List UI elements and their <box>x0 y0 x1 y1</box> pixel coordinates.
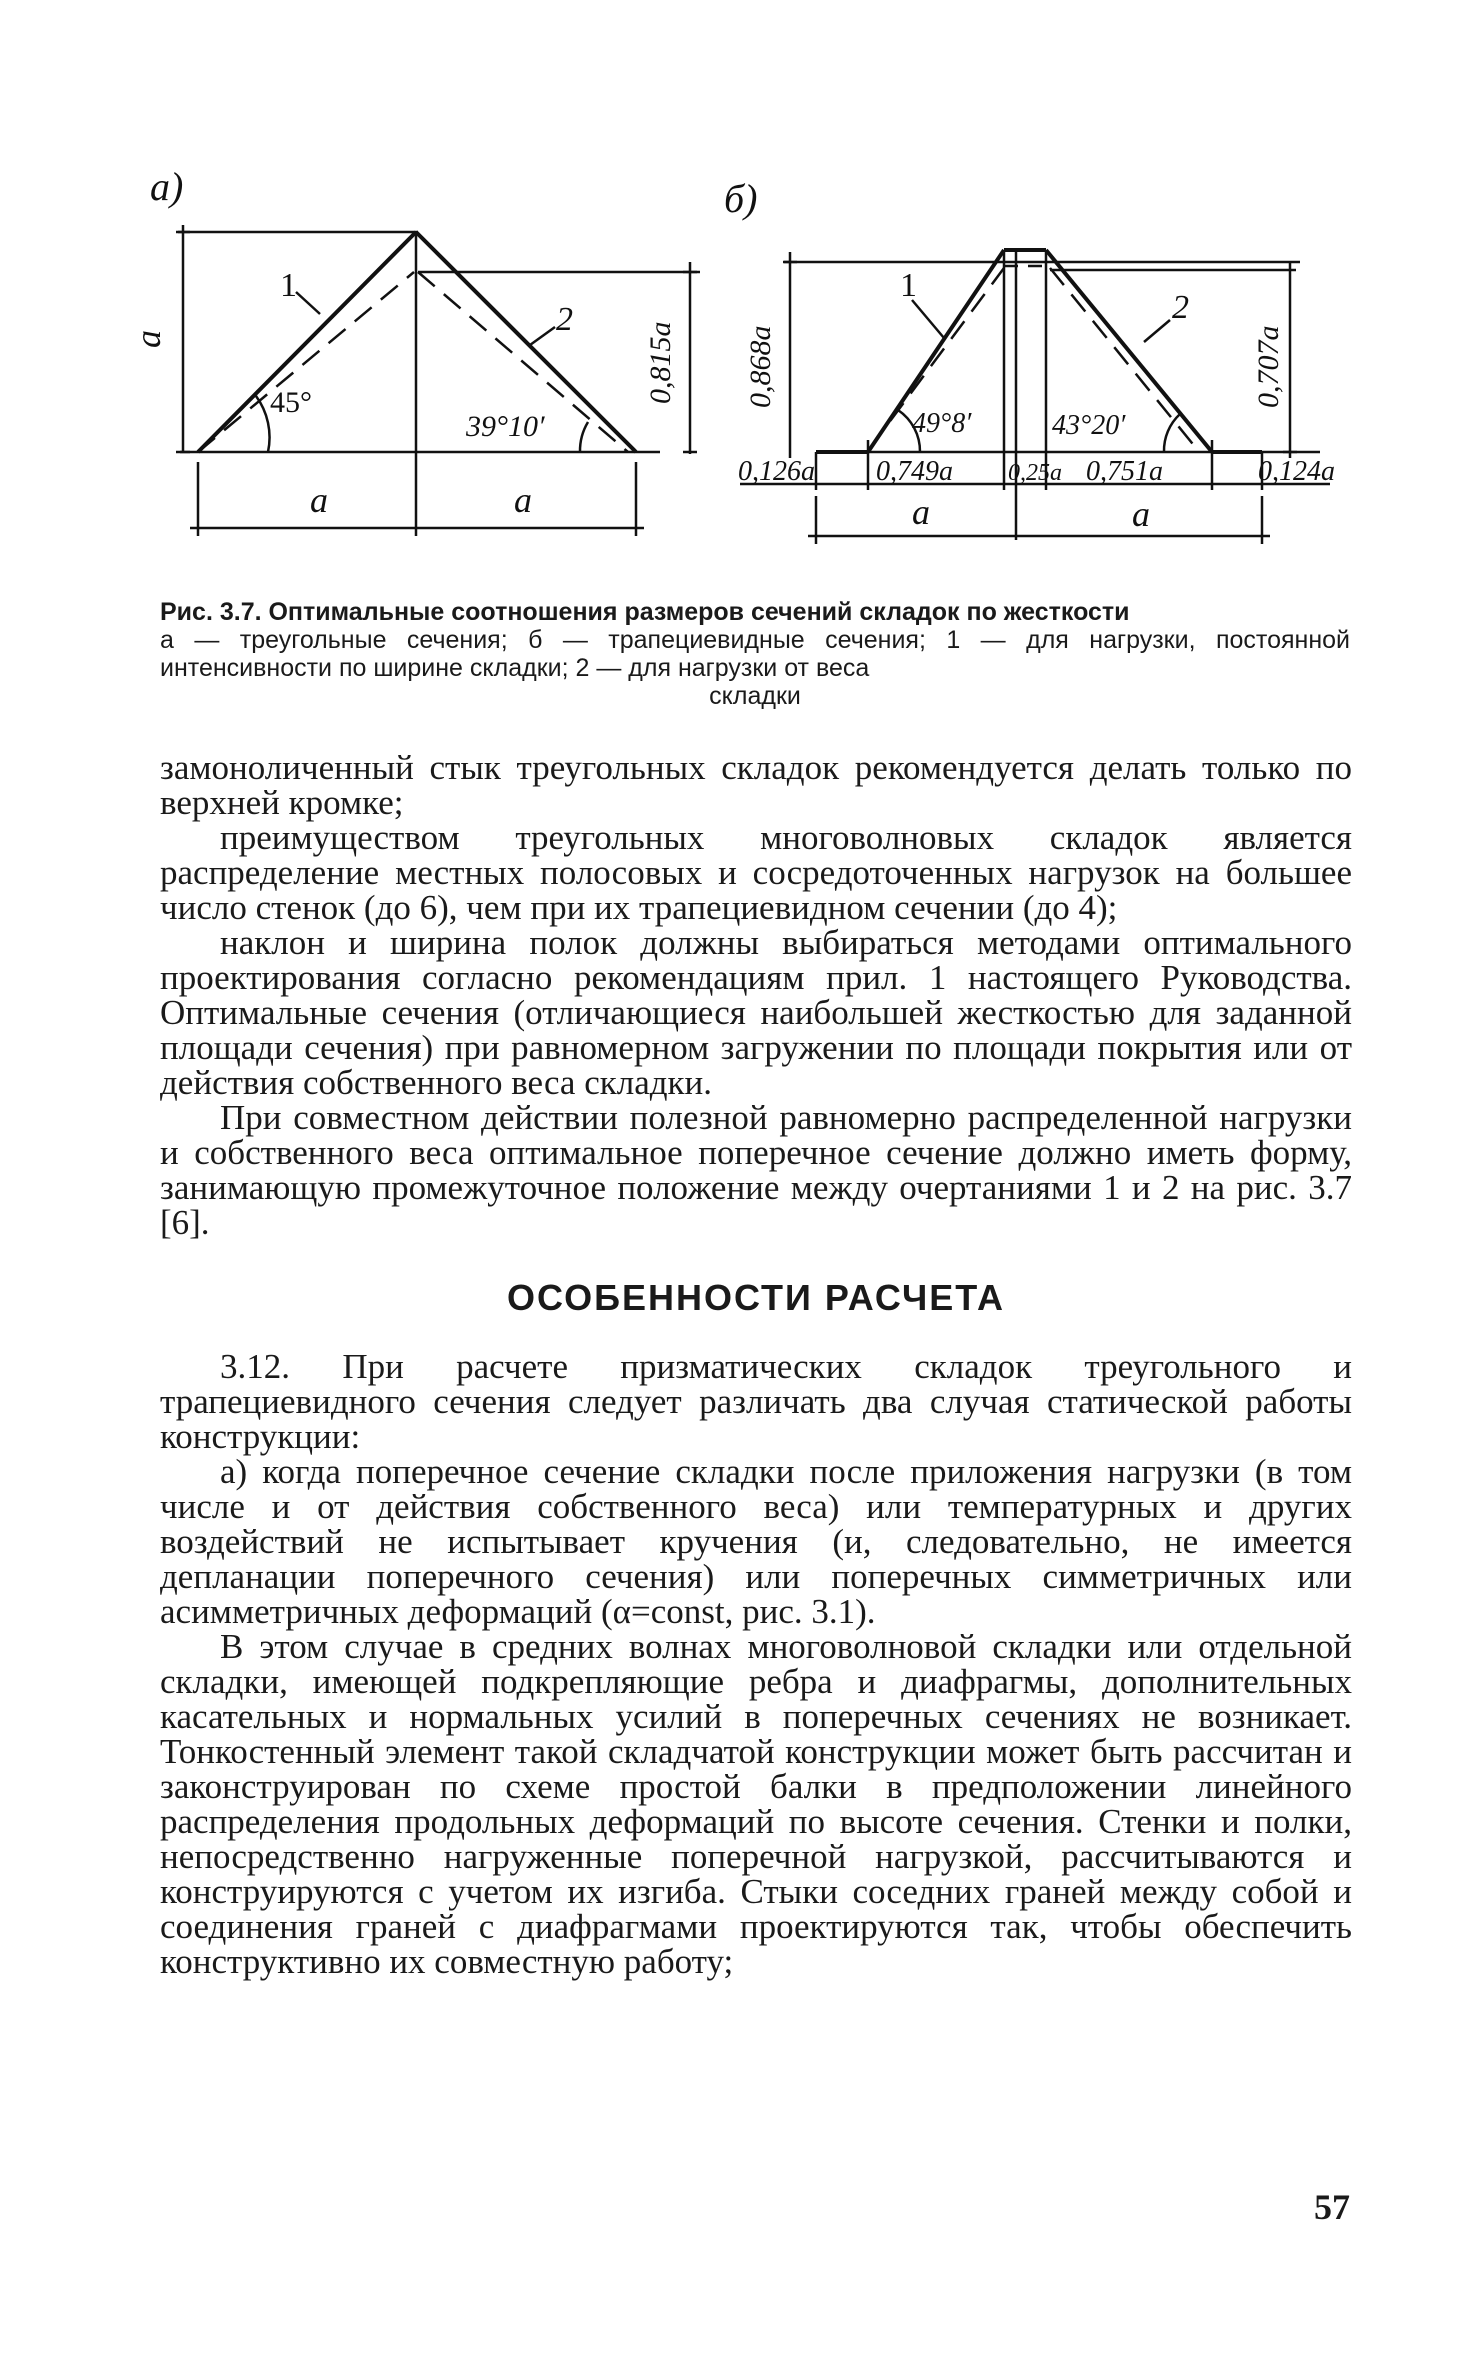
panel-b-curve1-label: 1 <box>900 267 917 304</box>
panel-a-width-left: а <box>310 480 328 520</box>
caption-body: а — треугольные сечения; б — трапециевидные сечения; 1 — для нагрузки, постоянной интенсивности по ширине складки; 2 — для нагрузки от веса <box>160 626 1350 682</box>
figure-caption <box>160 598 1350 710</box>
caption-tail: складки <box>709 682 801 710</box>
panel-b-curve2-label: 2 <box>1172 289 1189 326</box>
panel-b-dim-0124: 0,124а <box>1258 456 1335 487</box>
panel-a-angle1-label: 45° <box>270 386 312 419</box>
panel-b-dim-0751: 0,751а <box>1086 456 1163 487</box>
caption-lead: Рис. 3.7. Оптимальные соотношения размеров сечений складок по жесткости <box>160 598 1130 626</box>
panel-b-label: б) <box>724 176 758 221</box>
section-heading: ОСОБЕННОСТИ РАСЧЕТА <box>506 1277 1006 1318</box>
paragraph-1: замоноличенный стык треугольных складок рекомендуется делать только по верхней кромке; <box>160 748 1352 822</box>
body-text <box>160 750 1352 1979</box>
panel-a-angle2-label: 39°10′ <box>466 410 545 443</box>
panel-b-dim-025: 0,25а <box>1008 460 1062 486</box>
panel-b-angle2-label: 43°20′ <box>1052 410 1126 441</box>
paragraph-2: преимуществом треугольных многоволновых складок является распределение местных полосовых и сосредоточенных нагрузок на большее число стенок (до 6), чем при их трапециевидном сечении (до 4); <box>160 818 1352 927</box>
paragraph-3: наклон и ширина полок должны выбираться методами оптимального проектирования согласно рекомендациям прил. 1 настоящего Руководства. Оптимальные сечения (отличающиеся наибольшей жесткостью для заданной площади сечения) при равномерном загружении по площади покрытия или от действия собственного веса складки. <box>160 923 1352 1102</box>
panel-b-width-right: а <box>1132 494 1150 534</box>
panel-a-right-height-label: 0,815а <box>644 321 677 404</box>
panel-b-dim-0749: 0,749а <box>876 456 953 487</box>
panel-b-angle1-label: 49°8′ <box>912 408 972 439</box>
panel-a-curve2-label: 2 <box>556 301 573 338</box>
paragraph-7: В этом случае в средних волнах многоволновой складки или отдельной складки, имеющей подкрепляющие ребра и диафрагмы, дополнительных касательных и нормальных усилий в поперечных сечениях не возникает. Тонкостенный элемент такой складчатой конструкции может быть рассчитан и законструирован по схеме простой балки в предположении линейного распределения продольных деформаций по высоте сечения. Стенки и полки, непосредственно нагруженные поперечной нагрузкой, рассчитываются и конструируются с учетом их изгиба. Стыки соседних граней между собой и соединения граней с диафрагмами проектируются так, чтобы обеспечить конструктивно их совместную работу; <box>160 1627 1352 1981</box>
panel-a-curve1-label: 1 <box>280 267 297 304</box>
panel-b-width-left: а <box>912 492 930 532</box>
panel-a-height-label: а <box>128 330 168 348</box>
paragraph-6: а) когда поперечное сечение складки после приложения нагрузки (в том числе и от действия собственного веса) или температурных и других воздействий не испытывает кручения (и, следовательно, не имеется депланации поперечного сечения) или поперечных симметричных или асимметричных деформаций (α=const, рис. 3.1). <box>160 1452 1352 1631</box>
paragraph-4: При совместном действии полезной равномерно распределенной нагрузки и собственного веса оптимальное поперечное сечение должно иметь форму, занимающую промежуточное положение между очертаниями 1 и 2 на рис. 3.7 [6]. <box>160 1098 1352 1242</box>
figure-3-7 <box>0 0 1476 570</box>
panel-b-dim-0126: 0,126а <box>738 456 815 487</box>
panel-a-label: а) <box>150 164 184 209</box>
panel-a-width-right: а <box>514 480 532 520</box>
paragraph-5: 3.12. При расчете призматических складок треугольного и трапециевидного сечения следует различать два случая статической работы конструкции: <box>160 1347 1352 1456</box>
panel-b-left-height-label: 0,868а <box>744 325 777 408</box>
page-number: 57 <box>1314 2187 1350 2227</box>
panel-b-right-height-label: 0,707а <box>1252 325 1285 408</box>
